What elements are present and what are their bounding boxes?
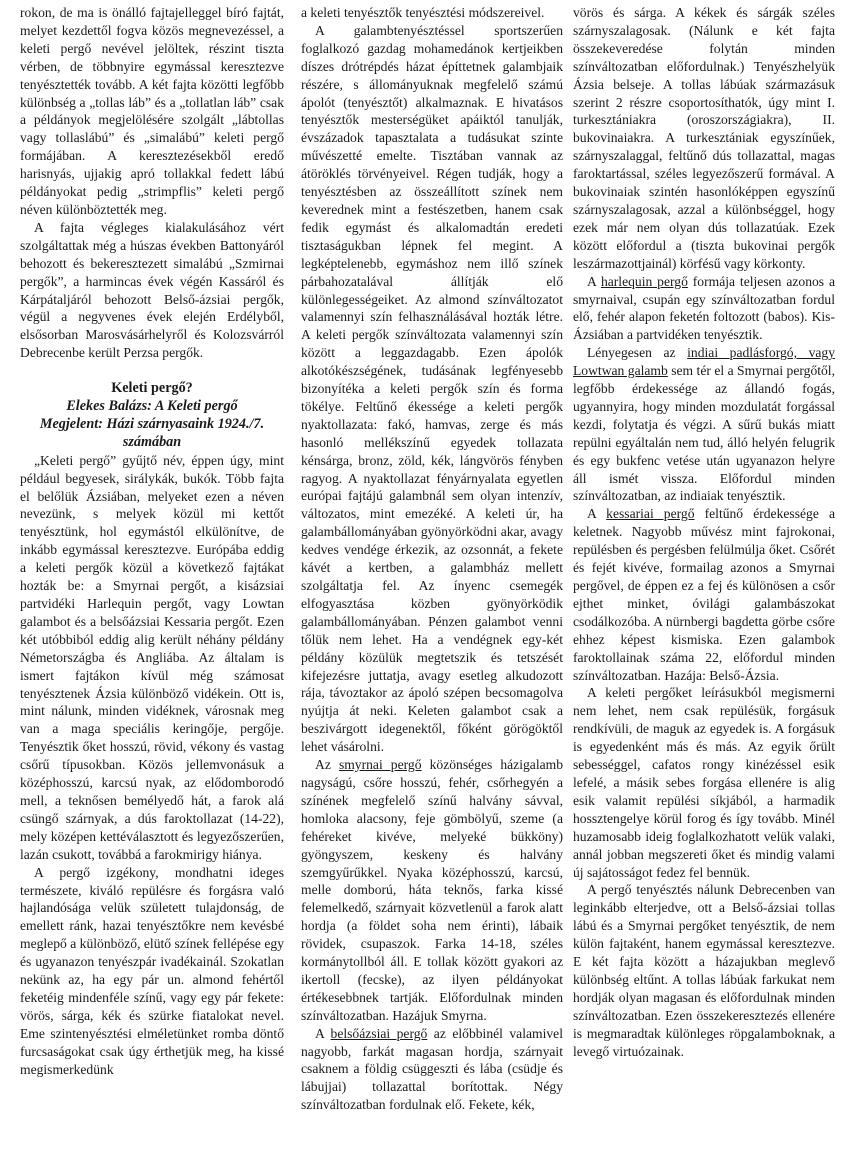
breed-name-belsoazsiai: belsőázsiai pergő: [330, 1025, 428, 1041]
text-run: az előbbinél valamivel nagyobb, farkát magasan hordja, szárnyait csaknem a földig csüggeszti és lába (csüdje és lábujjai) tollazattal borítottak. Négy színváltozatban fordulnak elő. Fekete, kék,: [301, 1025, 563, 1113]
text-run: Lényegesen az: [587, 345, 688, 361]
breed-name-indiai: indiai padlásforgó, vagy Lowtwan galamb: [573, 345, 835, 379]
paragraph: rokon, de ma is önálló fajtajelleggel bíró fajtát, melyet kezdettől fogva közös megnevezéssel, a keleti pergő nevével jelöltek, részint tiszta vérben, de többnyire egymással keresztezve tenyésztették tovább. A két fajta közötti legfőbb különbség a „tollas láb” és a „tollatlan láb” csak a példányok megjelölésére szolgált „lábtollas vagy tollaslábú” és „simalábú” keleti pergő formájában. A keresztezésekből eredő harisnyás, ujjakig apró tollakkal fedett lábú példányokat pedig „strimpflis” keleti pergő néven különböztették meg.: [20, 5, 284, 217]
text-run: A: [315, 1025, 331, 1041]
article-author: Elekes Balázs: A Keleti pergő: [66, 398, 238, 415]
article-source-cont: számában: [122, 433, 182, 450]
text-run: Az: [315, 757, 339, 773]
article-title: Keleti pergő?: [111, 380, 193, 397]
text-column-1: [20, 4, 284, 1078]
paragraph: a keleti tenyésztők tenyésztési módszereivel.: [301, 5, 545, 20]
paragraph: [573, 505, 835, 684]
text-column-3: [573, 4, 835, 1060]
paragraph: [573, 273, 835, 345]
text-run: sem tér el a Smyrnai pergőtől, legfőbb érdekessége az állandó fogás, ugyannyira, hogy minden mozdulatát forgással kezdi, folytatja és végzi. A sűrű bukás miatt repülni egyáltalán nem tud, álló helyén felugrik és egy bukfenc vetése után ugyanazon helyre áll ismét vissza. Előfordul minden színváltozatban, az indiaiak tenyésztik.: [573, 363, 835, 504]
paragraph: [301, 756, 563, 1025]
text-run: A: [587, 273, 601, 289]
text-column-2: [301, 4, 563, 1114]
article-source: Megjelent: Házi szárnyasaink 1924./7.: [39, 415, 265, 432]
paragraph: vörös és sárga. A kékek és sárgák széles szárnyszalagosak. (Nálunk e két fajta összekeveredése folytán minden színváltozatban előfordulnak.) Tenyészhelyük Ázsia belseje. A tollas lábúak származásuk szerint 2 részre csoportosíthatók, úgy mint I. turkesztániakra (oroszországiakra), II. bukovinaiakra. A turkesztániak egyszínűek, szárnyszalaggal, feltűnő dús tollazattal, magas faroktartással, széles legyezőszerű formával. A bukovinaiak szintén hasonlóképpen egyszínű szárnyszalagosak, azzal a különbséggel, hogy ezek már nem olyan dús tollazatúak. Ezek között előfordul a (tiszta bukovinai pergők leszármazottjainál) körfésű vagy körkonty.: [573, 5, 835, 271]
paragraph: [573, 344, 835, 505]
paragraph: A pergő izgékony, mondhatni ideges természete, kiváló repülésre és forgásra való hajlandósága velük született tulajdonság, de emellett ránk, hazai tenyésztőkre nem kevésbé meglepő a különböző, elütő színek fellépése egy és ugyanazon tenyészpár ivadékainál. Szokatlan nekünk az, ha egy pár un. almond fehértől feketéig mindenféle színű, vagy egy pár fekete: vörös, sárga, kék és szürke fiatalokat nevel. Eme szintenyésztési elméletünket romba döntő furcsaságokat csak úgy érthetjük meg, ha kissé megismerkedünk: [20, 864, 284, 1077]
paragraph: [301, 1025, 563, 1115]
paragraph: A fajta végleges kialakulásához vért szolgáltattak még a húszas években Battonyáról behozott és bekeresztezett simalábú „Szmirnai pergők”, a harmincas évek végén Kassáról és Kárpátaljáról behozott Belső-ázsiai pergők, végül a negyvenes évek elején Erdélyből, elsősorban Marosvásárhelyről és Kolozsvárról Debrecenbe került Perzsa pergők.: [20, 219, 284, 361]
breed-name-harlequin: harlequin pergő: [600, 273, 688, 289]
text-run: formája teljesen azonos a smyrnaival, csupán egy színváltozatban fordul elő, fehér alapon feketén foltozott (babos). Kis-Ázsiában a partvidéken tenyésztik.: [573, 273, 835, 343]
paragraph: A pergő tenyésztés nálunk Debrecenben van leginkább elterjedve, ott a Belső-ázsiai tollas lábú és a Smyrnai pergőket tenyésztik, de nem külön fajtaként, hanem egymással keresztezve. E két fajta között a házajukban meglevő különbség eltűnt. A tollas lábúak farkukat nem hordják olyan magasan és előfordulnak minden színváltozatban. Ezen összekeresztezés ellenére is megmaradtak különleges röpgalamboknak, a levegő virtuózainak.: [573, 882, 835, 1059]
text-run: feltűnő érdekessége a keletnek. Nagyobb művész mint fajrokonai, repülésben és pergésben felülmúlja őket. Csőrét és fejét kivéve, formailag azonos a Smyrnai pergővel, de éppen ez a fej és különösen a csőr ejthet minket, óvilági galambászokat csodálkozóba. A nürnbergi bagdetta görbe csőre ehhez képest kismiska. Ezen galambok faroktollainak száma 22, előfordul minden színváltozatban. Hazája: Belső-Ázsia.: [573, 506, 835, 683]
paragraph: A galambtenyésztéssel sportszerűen foglalkozó gazdag mohamedánok kertjeikben díszes drótrépdés házat építtetnek galambjaik részére, s állományuknak megfelelő számú ápolót (tenyésztőt) alkalmaznak. E hivatásos tenyésztők mesterségüket apáiktól tanulják, évszázadok tapasztalata a tudásukat szinte művészetté emelte. Tisztában vannak az átöröklés törvényeivel. Régen tudják, hogy a tenyésztésben az összeállított színek nem keverednek mint a festészetben, hanem csak fedik egymást és alkalomadtán eredeti tisztaságukban lépnek fel megint. A legképtelenebb, egymáshoz nem illő színek párbahozatalával állítják elő különlegességeiket. Az almond színváltozatot valamennyi szín felhasználásával hozták létre. A keleti pergők színváltozata valamennyi szín között a leggazdagabb. Ezen ápolók alkotókészségének, tudásának legfényesebb bizonyítéka a keleti pergők szín és forma tökélye. Feltűnő ékessége a keleti pergők nyaktollazata: fakó, hamvas, zerge és más hasonló mellékszínű egyedek tollazata kénsárga, bronz, zöld, kék, lángvörös fényben ragyog. A nyaktollazat fényárnyalata egyetlen európai fajtájú galambnál sem olyan intenzív, változatos, mint emezéké. A keleti úr, ha galambállományában gyönyörködni akar, avagy kedves vendége érkezik, az ozsonnát, a fekete kávét a kertben, a galambház mellett szolgáltatja fel. Az ínyenc csemegék elfogyasztása közben gyönyörködik galambállományában. Pénzen galambot venni tőlük nem lehet. Ha a vendégnek egy-két példány közülük megtetszik és tetszését kifejezésre juttatja, avagy esetleg alkudozott rája, távoztakor az ápoló szépen becsomagolva nyújtja át neki. Keleten galambot csak a beszivárgott idegenektől, főként görögöktől lehet vásárolni.: [301, 22, 563, 755]
text-run: közönséges házigalamb nagyságú, csőre hosszú, fehér, csőrhegyén a színének megfelelő színű halvány sávval, homloka alacsony, feje gömbölyű, szeme (a fehéreket kivéve, melyeké bükköny) gyöngyszem, keskeny és halvány szemgyűrűkkel. Nyaka középhosszú, karcsú, melle domború, háta teknős, farka kissé felemelkedő, szárnyait közvetlenül a farok alatt hordja (a földet soha nem érinti), lábaik rövidek, csupaszok. Farka 14-18, széles kormánytollból áll. E tollak között gyakori az ikertoll (fecske), az ilyen példányokat értékesebbnek tartják. Előfordulnak minden színváltozatban. Hazájuk Smyrna.: [301, 757, 564, 1023]
paragraph: A keleti pergőket leírásukból megismerni nem lehet, nem csak repülésük, forgásuk rendkívüli, de maguk az egyedek is. A forgásuk is egyedenként más és más. Az egyik őrült sebességgel, cafatos rongy kinézéssel esik lefelé, a másik sebes forgása ellenére is alig esik valamit repülési síkjából, a harmadik hossztengelye körül forog és így tovább. Minél huzamosabb ideig foglalkozhatott velük valaki, annál jobban megszereti őket és mindig valami új sajátosságot fedez fel bennük.: [573, 685, 835, 880]
text-run: A: [587, 506, 607, 522]
breed-name-smyrnai: smyrnai pergő: [338, 757, 422, 773]
paragraph: „Keleti pergő” gyűjtő név, éppen úgy, mint például begyesek, sirálykák, bukók. Több fajta el belőlük Ázsiában, melyeket ezen a néven nevezünk, s melyek közül mi kettőt tenyésztünk, hol egymástól elkülönítve, de inkább egymással keresztezve. Európába eddig a keleti pergők közül a következő fajtákat hozták be: a Smyrnai pergőt, a kisázsiai partvidéki Harlequin pergőt, vagy Lowtan galambot és a belsőázsiai Kessaria pergőt. Ezen két utóbbiból eddig alig került néhány példány Németországba és Angliába. Az általam is ismert fajtákon kívül még számosat tenyésztenek Ázsia különböző vidékein. Ott is, mint nálunk, minden vidéknek, városnak meg van a maga speciális keringője, pergője. Tenyésztik őket hosszú, rövid, vékony és vastag csőrű típusokban. Közös jellemvonásuk a középhosszú, karcsú nyak, az elődomborodó mell, a teknősen bemélyedő hát, a farok alá csüngő szárnyak, a dús faroktollazat (14-22), mely középen kettéválasztott és legyezőszerűen, lazán csukott, továbbá a farokmirigy hiánya.: [20, 452, 284, 862]
breed-name-kessariai: kessariai pergő: [606, 506, 695, 522]
article-heading: [20, 380, 284, 452]
